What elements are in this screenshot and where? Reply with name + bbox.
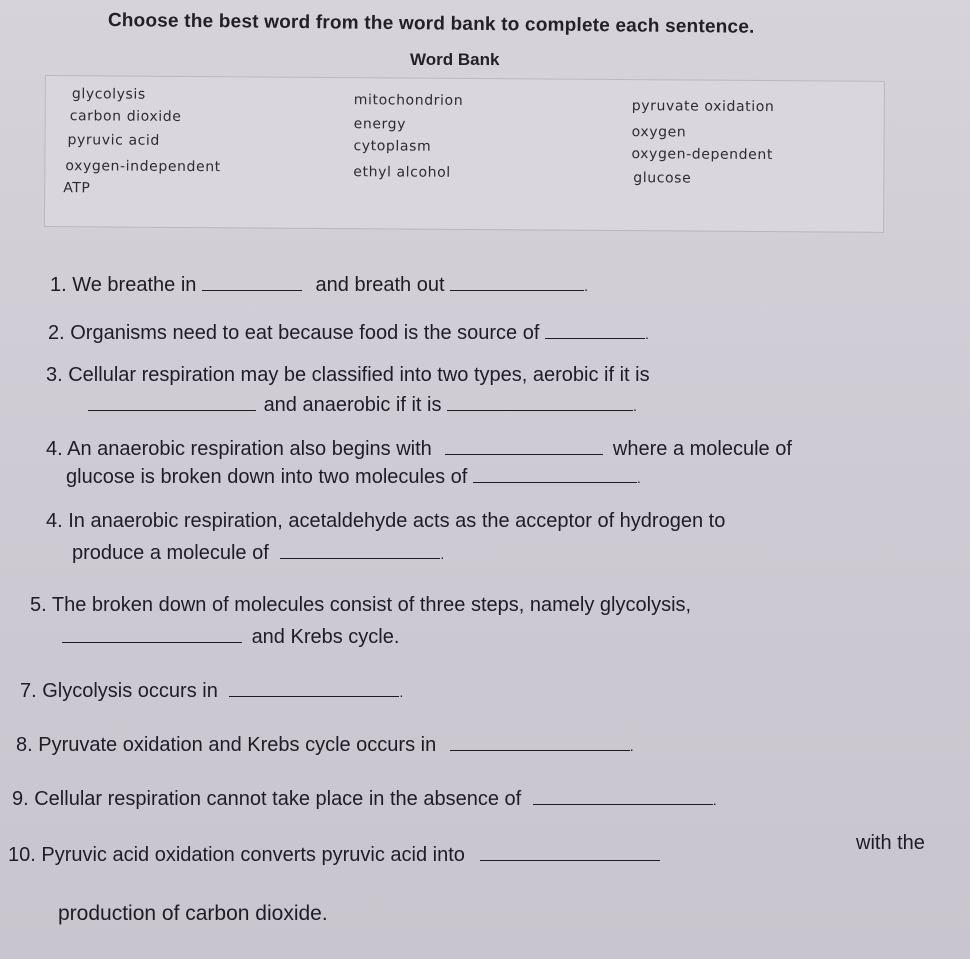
question-8: 8. Pyruvate oxidation and Krebs cycle occurs in . bbox=[16, 730, 634, 757]
answer-blank[interactable] bbox=[533, 784, 713, 805]
word-bank-item: ATP bbox=[63, 180, 91, 197]
word-bank-item: glycolysis bbox=[71, 86, 146, 103]
word-bank-item: glucose bbox=[633, 170, 692, 187]
question-10-line-2: production of carbon dioxide. bbox=[58, 902, 328, 925]
word-bank-item: pyruvate oxidation bbox=[631, 98, 775, 116]
answer-blank[interactable] bbox=[450, 270, 584, 291]
answer-blank[interactable] bbox=[545, 318, 645, 339]
word-bank-item: oxygen-independent bbox=[65, 158, 221, 176]
word-bank-item: mitochondrion bbox=[353, 92, 464, 109]
answer-blank[interactable] bbox=[280, 538, 440, 559]
word-bank-item: ethyl alcohol bbox=[353, 164, 451, 181]
question-text: glucose is broken down into two molecules of bbox=[66, 466, 468, 488]
question-4a-line-1 bbox=[46, 434, 792, 461]
answer-blank[interactable] bbox=[447, 390, 633, 411]
word-bank-title: Word Bank bbox=[410, 50, 500, 69]
question-10-line-1 bbox=[8, 840, 660, 867]
question-3-line-1: 3. Cellular respiration may be classified into two types, aerobic if it is bbox=[46, 364, 650, 386]
question-10-suffix: with the bbox=[856, 832, 925, 854]
question-1: 1. We breathe in and breath out . bbox=[50, 270, 588, 297]
question-text: and breath out bbox=[315, 274, 445, 296]
question-5-line-2 bbox=[62, 622, 399, 649]
answer-blank[interactable] bbox=[473, 462, 637, 483]
word-bank-item: carbon dioxide bbox=[69, 108, 182, 125]
question-4b-line-1: 4. In anaerobic respiration, acetaldehyde acts as the acceptor of hydrogen to bbox=[46, 510, 726, 532]
question-3-line-2: and anaerobic if it is . bbox=[88, 390, 637, 417]
question-4a-line-2: glucose is broken down into two molecules of . bbox=[66, 462, 641, 489]
instructions: Choose the best word from the word bank to complete each sentence. bbox=[107, 10, 755, 38]
question-text: and anaerobic if it is bbox=[263, 394, 442, 416]
answer-blank[interactable] bbox=[229, 676, 399, 697]
question-text: 10. Pyruvic acid oxidation converts pyruvic acid into bbox=[8, 844, 465, 866]
word-bank-item: energy bbox=[353, 116, 407, 133]
word-bank-box bbox=[45, 76, 884, 232]
question-text: where a molecule of bbox=[612, 438, 792, 460]
answer-blank[interactable] bbox=[88, 390, 256, 411]
question-text: produce a molecule of bbox=[72, 542, 269, 564]
question-5-line-1: 5. The broken down of molecules consist of three steps, namely glycolysis, bbox=[30, 594, 692, 616]
answer-blank[interactable] bbox=[445, 434, 603, 455]
question-text: and Krebs cycle. bbox=[251, 626, 400, 648]
answer-blank[interactable] bbox=[62, 622, 242, 643]
answer-blank[interactable] bbox=[480, 840, 660, 861]
word-bank-item: oxygen bbox=[631, 124, 687, 141]
question-9: 9. Cellular respiration cannot take place in the absence of . bbox=[12, 784, 717, 811]
answer-blank[interactable] bbox=[202, 270, 302, 291]
question-text: 2. Organisms need to eat because food is the source of bbox=[48, 322, 540, 344]
question-text: 9. Cellular respiration cannot take place in the absence of bbox=[12, 788, 522, 810]
answer-blank[interactable] bbox=[450, 730, 630, 751]
question-7: 7. Glycolysis occurs in . bbox=[20, 676, 403, 703]
question-text: 7. Glycolysis occurs in bbox=[20, 680, 218, 702]
word-bank-item: pyruvic acid bbox=[67, 132, 160, 149]
word-bank-item: cytoplasm bbox=[353, 138, 432, 155]
question-4b-line-2: produce a molecule of . bbox=[72, 538, 444, 565]
question-text: 4. An anaerobic respiration also begins with bbox=[46, 438, 432, 460]
question-2: 2. Organisms need to eat because food is the source of . bbox=[48, 318, 649, 345]
question-text: 8. Pyruvate oxidation and Krebs cycle occurs in bbox=[16, 734, 437, 756]
question-text: 1. We breathe in bbox=[50, 274, 197, 296]
word-bank-item: oxygen-dependent bbox=[631, 146, 773, 164]
